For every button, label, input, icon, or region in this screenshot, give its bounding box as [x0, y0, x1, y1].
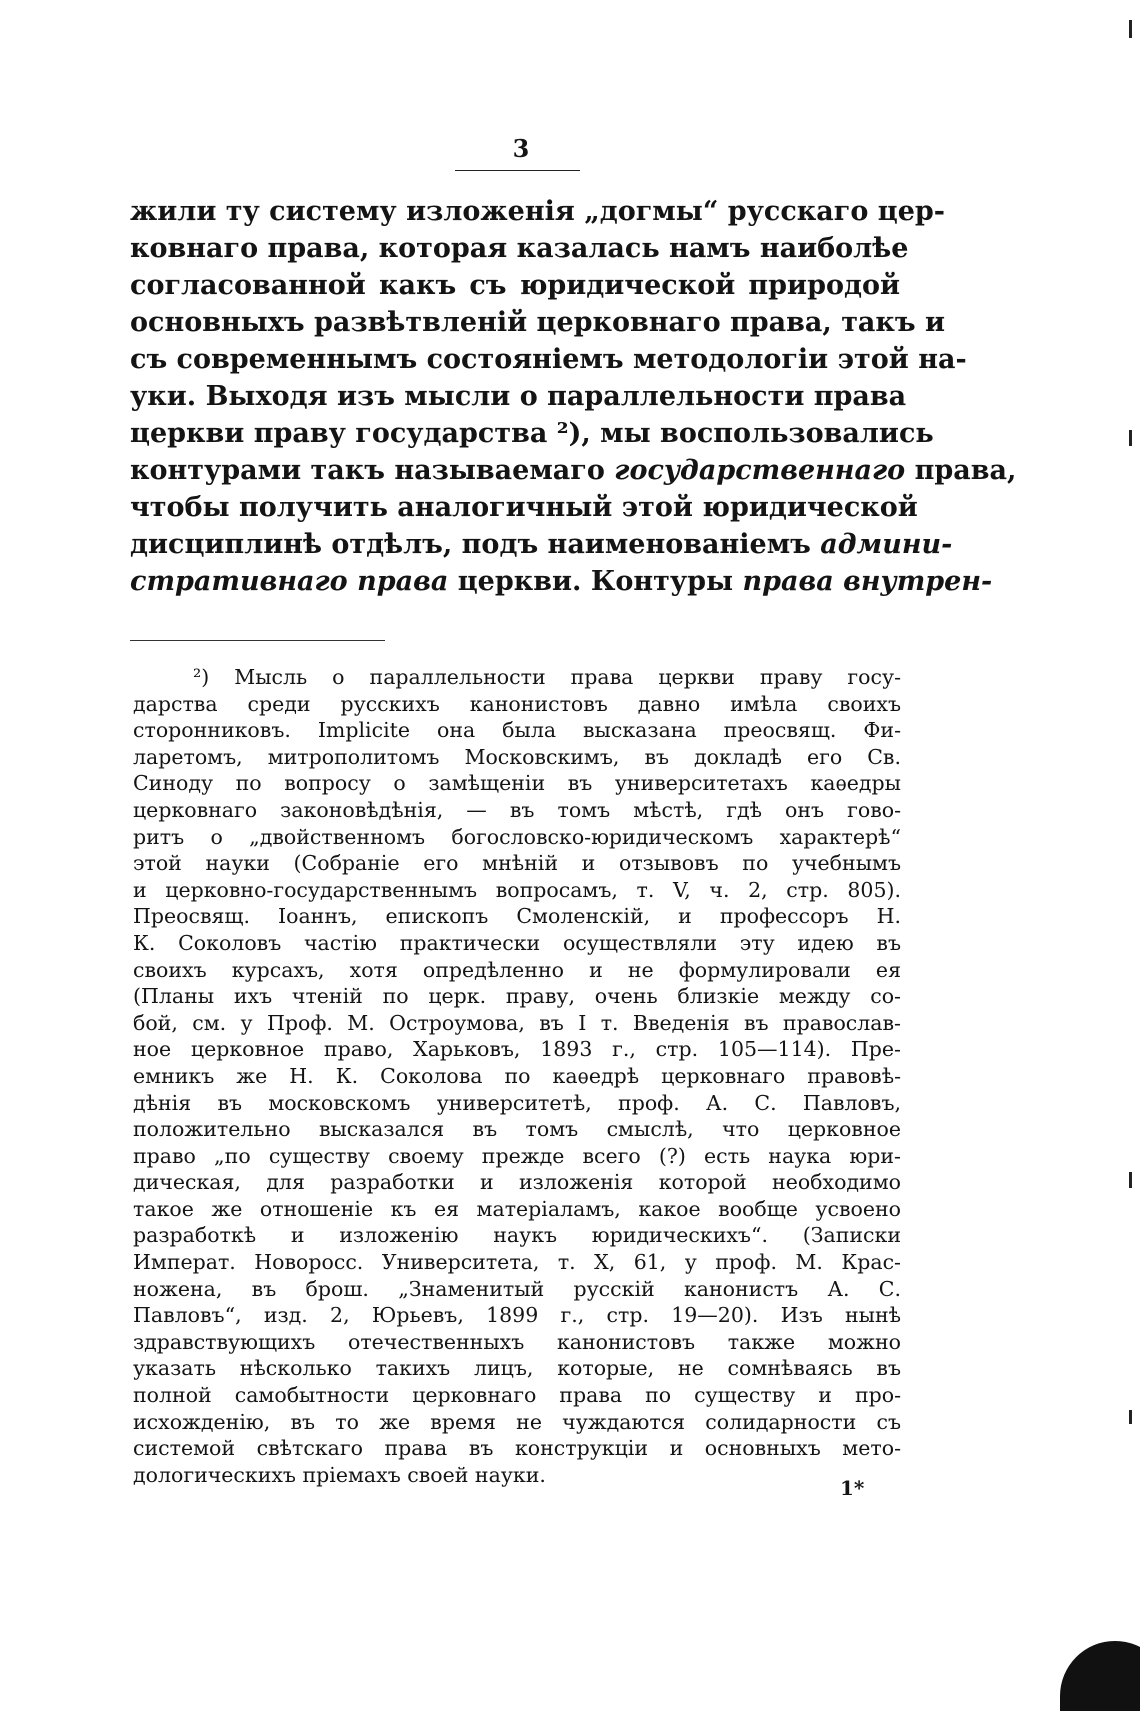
footnote-line: этой науки (Собраніе его мнѣній и отзывовъ по учебнымъ	[133, 851, 901, 876]
footnote-line: системой свѣтскаго права въ конструкціи и основныхъ мето-	[133, 1436, 901, 1461]
footnote-line: ное церковное право, Харьковъ, 1893 г., стр. 105—114). Пре-	[133, 1037, 901, 1062]
footnote-line: дѣнія въ московскомъ университетѣ, проф. А. С. Павловъ,	[133, 1090, 901, 1115]
scan-edge-mark	[1129, 20, 1132, 38]
footnote-line: емникъ же Н. К. Соколова по каѳедрѣ церковнаго правовѣ-	[133, 1063, 901, 1088]
scan-edge-mark	[1129, 430, 1132, 446]
body-text-segment: чтобы получить аналогичный этой юридической	[130, 492, 918, 523]
footnote-separator	[130, 640, 385, 641]
italic-text: государственнаго	[614, 455, 906, 486]
footnote-line: такое же отношеніе къ ея матеріаламъ, какое вообще усвоено	[133, 1196, 901, 1221]
footnote-line: указать нѣсколько такихъ лицъ, которые, не сомнѣваясь въ	[133, 1356, 901, 1381]
footnote-line: исхожденію, въ то же время не чуждаются солидарности съ	[133, 1409, 901, 1434]
body-text-segment: жили ту систему изложенія „догмы“ русскаго цер-	[130, 196, 945, 227]
footnote-line: (Планы ихъ чтеній по церк. праву, очень близкіе между со-	[133, 984, 901, 1009]
footnote-line: бой, см. у Проф. М. Остроумова, въ I т. Введенія въ православ-	[133, 1010, 901, 1035]
footnote-line: дическая, для разработки и изложенія которой необходимо	[133, 1170, 901, 1195]
body-line	[130, 415, 934, 452]
italic-text: стративнаго права	[130, 566, 449, 597]
italic-text: права внутрен-	[742, 566, 993, 597]
scan-edge-mark	[1129, 1410, 1132, 1424]
footnote-line: Синоду по вопросу о замѣщеніи въ университетахъ каѳедры	[133, 771, 901, 796]
body-line	[130, 193, 945, 230]
footnote-line: полной самобытности церковнаго права по существу и про-	[133, 1383, 901, 1408]
footnote-line: ножена, въ брош. „Знаменитый русскій канонистъ А. С.	[133, 1276, 901, 1301]
footnote-line: дарства среди русскихъ канонистовъ давно имѣла своихъ	[133, 691, 901, 716]
page-number: 3	[512, 134, 530, 163]
footnote-line: сторонниковъ. Implicite она была высказана преосвящ. Фи-	[133, 718, 901, 743]
body-text-segment: дисциплинѣ отдѣлъ, подъ наименованіемъ	[130, 529, 821, 560]
footnote-line: право „по существу своему прежде всего (?) есть наука юри-	[133, 1143, 901, 1168]
footnote-line: церковнаго законовѣдѣнія, — въ томъ мѣстѣ, гдѣ онъ гово-	[133, 797, 901, 822]
footnote-line: разработкѣ и изложенію наукъ юридическихъ“. (Записки	[133, 1223, 901, 1248]
body-line	[130, 489, 918, 526]
footnote-line: Императ. Новоросс. Университета, т. X, 61, у проф. М. Крас-	[133, 1250, 901, 1275]
footnote-line: и церковно-государственнымъ вопросамъ, т. V, ч. 2, стр. 805).	[133, 877, 901, 902]
footnote-line: ларетомъ, митрополитомъ Московскимъ, въ докладѣ его Св.	[133, 744, 901, 769]
footnote-line: ритъ о „двойственномъ богословско-юридическомъ характерѣ“	[133, 824, 901, 849]
scan-edge-mark	[1129, 1172, 1132, 1188]
main-body-text	[130, 193, 1017, 600]
body-line	[130, 304, 946, 341]
body-text-segment: права,	[905, 455, 1017, 486]
footnote-line: Павловъ“, изд. 2, Юрьевъ, 1899 г., стр. 19—20). Изъ нынѣ	[133, 1303, 901, 1328]
body-line	[130, 378, 907, 415]
body-text-segment: ковнаго права, которая казалась намъ наиболѣе	[130, 233, 909, 264]
footnote-line: положительно высказался въ томъ смыслѣ, что церковное	[133, 1117, 901, 1142]
footnote-line: здравствующихъ отечественныхъ канонистовъ также можно	[133, 1329, 901, 1354]
body-text-segment: контурами такъ называемаго	[130, 455, 615, 486]
footnote	[133, 664, 901, 1488]
footnote-line: К. Соколовъ частію практически осуществляли эту идею въ	[133, 930, 901, 955]
scan-corner-blob	[1060, 1641, 1140, 1711]
body-line	[130, 563, 993, 600]
header-rule	[455, 170, 580, 171]
footnote-line: ²) Мысль о параллельности права церкви праву госу-	[193, 665, 901, 689]
body-text-segment: церкви. Контуры	[448, 566, 743, 597]
footnote-line: дологическихъ пріемахъ своей науки.	[133, 1462, 546, 1487]
body-text-segment: уки. Выходя изъ мысли о параллельности права	[130, 381, 907, 412]
body-line	[130, 341, 967, 378]
body-text-segment: церкви праву государства ²), мы воспользовались	[130, 418, 934, 449]
body-line	[130, 526, 953, 563]
italic-text: админи-	[820, 529, 953, 560]
body-line	[130, 267, 900, 304]
body-text-segment: основныхъ развѣтвленій церковнаго права, такъ и	[130, 307, 946, 338]
body-text-segment: съ современнымъ состояніемъ методологіи этой на-	[130, 344, 967, 375]
footnote-line: Преосвящ. Іоаннъ, епископъ Смоленскій, и профессоръ Н.	[133, 904, 901, 929]
body-line	[130, 452, 1017, 489]
footnote-line: своихъ курсахъ, хотя опредѣленно и не формулировали ея	[133, 957, 901, 982]
body-text-segment: согласованной какъ съ юридической природой	[130, 270, 900, 301]
body-line	[130, 230, 909, 267]
printer-signature-mark: 1*	[840, 1476, 865, 1500]
